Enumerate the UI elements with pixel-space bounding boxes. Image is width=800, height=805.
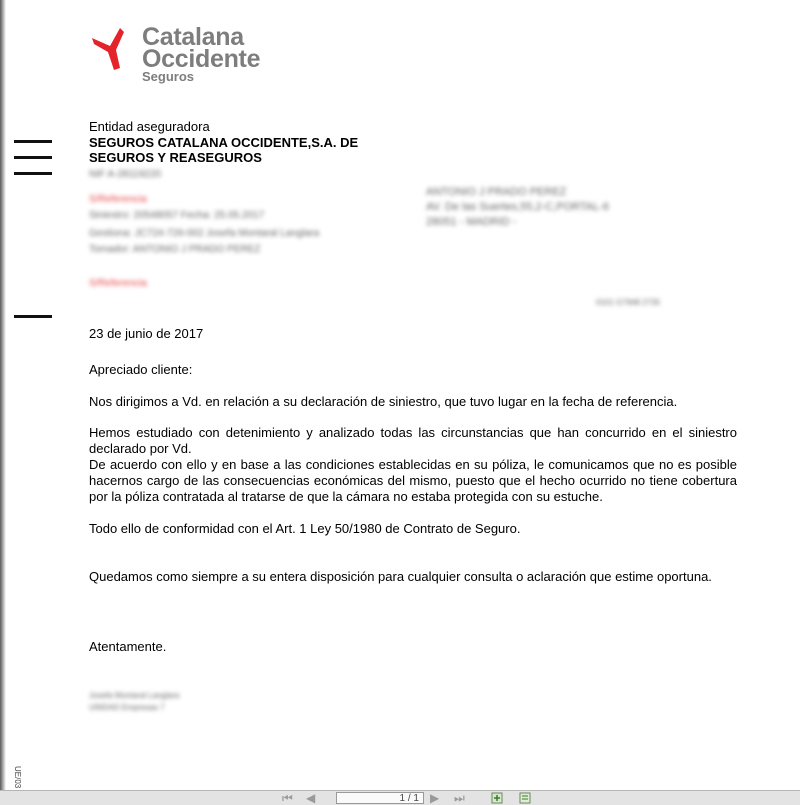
fold-mark	[14, 156, 52, 159]
reference-heading: S/Referencia	[89, 194, 147, 205]
closing: Atentamente.	[89, 639, 167, 654]
insurer-name-line1: SEGUROS CATALANA OCCIDENTE,S.A. DE	[89, 135, 359, 150]
paragraph-1: Nos dirigimos a Vd. en relación a su declaración de siniestro, que tuvo lugar en la fecha de referencia.	[89, 394, 678, 409]
reference-codes: 0101 G7948 2735	[596, 298, 661, 307]
recipient-address: AV. De las Suertes,55,2-C,PORTAL-6	[426, 201, 610, 213]
logo-line3: Seguros	[142, 69, 195, 84]
claim-line: Siniestro: 20548057 Fecha: 25.05.2017	[89, 210, 265, 221]
paragraph-3: De acuerdo con ello y en base a las condiciones establecidas en su póliza, le comunicamos que no es posible hacernos cargo de las consecuencias económicas del mismo, puesto que el hecho ocurrido no tiene cobertura por la póliza contratada al tratarse de que la cámara no estaba protegida con su estuche.	[89, 457, 737, 504]
logo-line1: Catalana	[142, 23, 244, 51]
first-page-icon[interactable]: ⏮	[282, 791, 293, 805]
fold-mark	[14, 315, 52, 318]
paragraph-5: Quedamos como siempre a su entera disposición para cualquier consulta o aclaración que estime oportuna.	[89, 569, 712, 584]
greeting: Apreciado cliente:	[89, 362, 193, 377]
paragraph-4: Todo ello de conformidad con el Art. 1 Ley 50/1980 de Contrato de Seguro.	[89, 521, 521, 536]
signer-name: Josefa Montaral Langlara	[89, 691, 180, 700]
print-icon[interactable]	[518, 792, 532, 804]
letter-date: 23 de junio de 2017	[89, 326, 204, 341]
signer-unit: UNIDAD Empresas 7	[89, 703, 165, 712]
recipient-city: 28051 - MADRID -	[426, 216, 517, 228]
holder-line: Tomador: ANTONIO J PRADO PEREZ	[89, 244, 261, 255]
next-page-icon[interactable]: ▶	[430, 791, 440, 805]
company-logo	[90, 23, 261, 84]
page-number-input[interactable]: 1 / 1	[336, 792, 424, 804]
paragraph-2: Hemos estudiado con detenimiento y analizado todas las circunstancias que han concurrido en el siniestro declarado por Vd.	[89, 425, 737, 456]
insurer-nif: NIF A-28119220	[89, 169, 162, 180]
export-icon[interactable]	[490, 792, 504, 804]
logo-mark-icon	[90, 26, 136, 72]
recipient-name: ANTONIO J PRADO PEREZ	[426, 186, 567, 198]
side-code: UE/03	[13, 766, 22, 789]
fold-mark	[14, 172, 52, 175]
last-page-icon[interactable]: ⏭	[454, 791, 465, 805]
letter-page	[6, 0, 800, 790]
reference-heading-2: S/Referencia	[89, 278, 147, 289]
manager-line: Gestiona: JC724-726-002 Josefa Montaral Langlara	[89, 228, 320, 239]
insurer-name-line2: SEGUROS Y REASEGUROS	[89, 150, 262, 165]
logo-line2: Occidente	[142, 45, 261, 73]
viewer-toolbar	[0, 790, 800, 805]
prev-page-icon[interactable]: ◀	[306, 791, 316, 805]
insurer-label: Entidad aseguradora	[89, 119, 210, 134]
fold-mark	[14, 140, 52, 143]
